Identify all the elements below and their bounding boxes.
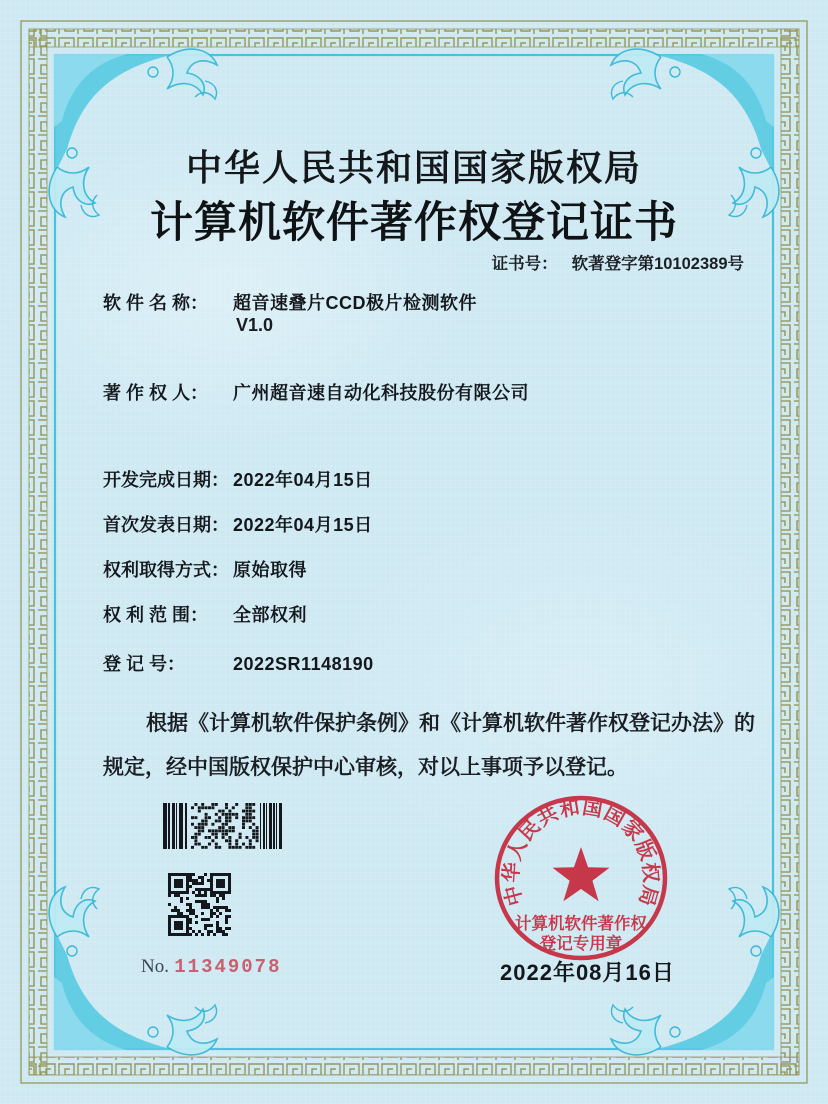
certificate-number-label: 证书号： [491,255,558,273]
authority-title: 中华人民共和国国家版权局 [185,148,642,188]
serial-prefix: No. [141,956,169,977]
field-value: 2022SR1148190 [233,654,374,674]
field-label: 首次发表日期： [103,515,229,535]
field-label: 登 记 号： [103,654,186,674]
field-value: 原始取得 [233,560,307,580]
field-rights-acquisition [103,556,307,582]
field-registration-number [103,650,374,676]
star-icon [553,847,610,901]
statement-line-1: 根据《计算机软件保护条例》和《计算机软件著作权登记办法》的 [146,711,755,735]
certificate-number-line [492,250,744,274]
certificate-title: 计算机软件著作权登记证书 [150,200,678,247]
field-value: 2022年04月15日 [233,470,373,490]
field-value: 广州超音速自动化科技股份有限公司 [233,383,529,403]
field-label: 权 利 范 围： [103,605,209,625]
statement-line-2: 规定，经中国版权保护中心审核，对以上事项予以登记。 [103,755,628,779]
issue-date: 2022年08月16日 [500,960,675,985]
barcode [163,803,283,849]
qr-code [168,873,231,936]
field-first-publication-date [103,511,373,537]
field-software-name [103,289,477,315]
seal-line-2: 登记专用章 [539,935,623,953]
seal-arc-text: 中华人民共和国国家版权局 [500,796,662,910]
seal-line-1: 计算机软件著作权 [515,915,647,933]
serial-number-line [141,956,281,978]
field-rights-scope [103,601,307,627]
field-software-version: V1.0 [236,315,274,335]
field-copyright-owner [103,379,529,405]
greek-key-border-top [29,29,799,47]
field-label: 权利取得方式： [103,560,229,580]
field-completion-date [103,466,373,492]
greek-key-border-bottom [29,1057,799,1075]
certificate-number-value: 软著登字第10102389号 [571,255,744,273]
field-value: 全部权利 [233,605,307,625]
serial-number: 11349078 [174,956,282,978]
field-label: 著 作 权 人： [103,383,209,403]
field-value: 2022年04月15日 [233,515,373,535]
field-label: 开发完成日期： [103,470,229,490]
field-label: 软 件 名 称： [103,293,209,313]
official-seal [488,792,676,968]
field-value: 超音速叠片CCD极片检测软件 [233,293,477,313]
